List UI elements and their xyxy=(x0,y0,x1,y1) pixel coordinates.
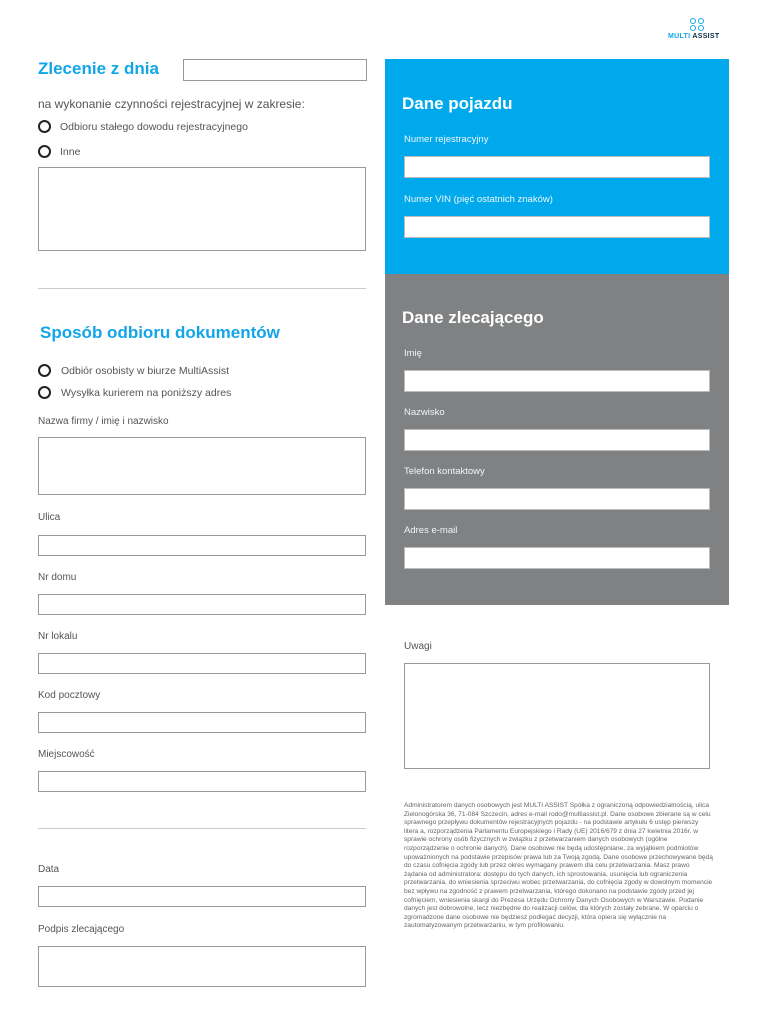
pickup-title: Sposób odbioru dokumentów xyxy=(40,323,280,342)
house-number-field[interactable] xyxy=(38,594,366,615)
radio-courier[interactable] xyxy=(38,386,51,399)
logo-dot-icon xyxy=(698,25,704,31)
radio-permanent-registration[interactable] xyxy=(38,120,51,133)
radio-personal-pickup-label: Odbiór osobisty w biurze MultiAssist xyxy=(61,365,230,377)
notes-label: Uwagi xyxy=(404,641,432,652)
multiassist-logo xyxy=(668,16,734,46)
vin-label: Numer VIN (pięć ostatnich znaków) xyxy=(404,194,553,205)
house-number-label: Nr domu xyxy=(38,572,77,583)
postal-code-field[interactable] xyxy=(38,712,366,733)
first-name-field[interactable] xyxy=(404,370,710,392)
last-name-label: Nazwisko xyxy=(404,407,445,418)
client-panel xyxy=(385,274,729,605)
other-details-field[interactable] xyxy=(38,167,366,251)
first-name-label: Imię xyxy=(404,348,422,359)
notes-field[interactable] xyxy=(404,663,710,769)
radio-other-label: Inne xyxy=(60,146,81,158)
phone-label: Telefon kontaktowy xyxy=(404,466,485,477)
logo-text: MULTI ASSIST xyxy=(668,33,720,40)
scope-text: na wykonanie czynności rejestracyjnej w zakresie: xyxy=(38,97,305,111)
divider xyxy=(38,828,366,829)
vehicle-title: Dane pojazdu xyxy=(402,94,513,113)
date-label: Data xyxy=(38,864,60,875)
signature-field[interactable] xyxy=(38,946,366,987)
registration-label: Numer rejestracyjny xyxy=(404,134,489,145)
apartment-field[interactable] xyxy=(38,653,366,674)
company-field[interactable] xyxy=(38,437,366,495)
city-field[interactable] xyxy=(38,771,366,792)
logo-dot-icon xyxy=(698,18,704,24)
vehicle-panel xyxy=(385,59,729,274)
divider xyxy=(38,288,366,289)
signature-label: Podpis zlecającego xyxy=(38,924,125,935)
registration-field[interactable] xyxy=(404,156,710,178)
email-field[interactable] xyxy=(404,547,710,569)
street-label: Ulica xyxy=(38,512,61,523)
last-name-field[interactable] xyxy=(404,429,710,451)
gdpr-notice: Administratorem danych osobowych jest MULTI ASSIST Spółka z ograniczoną odpowiedzialnością, ulica Zielonogórska 36, 71-084 Szczecin, adres e-mail rodo@multiassist.pl. Dane osobowe zbierane są w celu sprawnego przepływu dokumentów rejestracyjnych pojazdu - na podstawie artykułu 6 ustęp pierwszy litera a, rozporządzenia Parlamentu Europejskiego i Rady (UE) 2016/679 z dnia 27 kwietnia 2016r. w sprawie ochrony osób fizycznych w związku z przetwarzaniem danych osobowych (ogólne rozporządzenie o ochronie danych). Dane osobowe nie będą udostępniane, za wyjątkiem podmiotów upoważnionych na podstawie przepisów prawa lub za Twoją zgodą. Dane osobowe przechowywane będą do czasu cofnięcia zgody lub przez okres wymagany prawem dla celu przetwarzania. Masz prawo żądania od administratora: dostępu do tych danych, ich sprostowania, usunięcia lub ograniczenia przetwarzania, do wniesienia sprzeciwu wobec przetwarzania, do cofnięcia zgody w dowolnym momencie bez wpływu na zgodność z prawem przetwarzania, którego dokonano na podstawie zgody przed jej cofnięciem, wniesienia skargi do Prezesa Urzędu Ochrony Danych Osobowych w Warszawie. Podanie danych jest dobrowolne, lecz niezbędne do realizacji celów, dla których zostały zebrane. W oparciu o zgromadzone dane osobowe nie będziesz podlegać decyzji, która opiera się wyłącznie na zautomatyzowanym przetwarzaniu, w tym profilowaniu. xyxy=(404,802,713,930)
client-title: Dane zlecającego xyxy=(402,308,544,327)
city-label: Miejscowość xyxy=(38,749,95,760)
logo-dot-icon xyxy=(690,18,696,24)
order-date-field[interactable] xyxy=(183,59,367,81)
street-field[interactable] xyxy=(38,535,366,556)
email-label: Adres e-mail xyxy=(404,525,458,536)
phone-field[interactable] xyxy=(404,488,710,510)
apartment-label: Nr lokalu xyxy=(38,631,78,642)
logo-dot-icon xyxy=(690,25,696,31)
radio-courier-label: Wysyłka kurierem na poniższy adres xyxy=(61,387,232,399)
postal-code-label: Kod pocztowy xyxy=(38,690,101,701)
radio-other[interactable] xyxy=(38,145,51,158)
radio-personal-pickup[interactable] xyxy=(38,364,51,377)
company-label: Nazwa firmy / imię i nazwisko xyxy=(38,416,169,427)
date-field[interactable] xyxy=(38,886,366,907)
order-title: Zlecenie z dnia xyxy=(38,59,159,78)
radio-permanent-registration-label: Odbioru stałego dowodu rejestracyjnego xyxy=(60,121,248,133)
vin-field[interactable] xyxy=(404,216,710,238)
